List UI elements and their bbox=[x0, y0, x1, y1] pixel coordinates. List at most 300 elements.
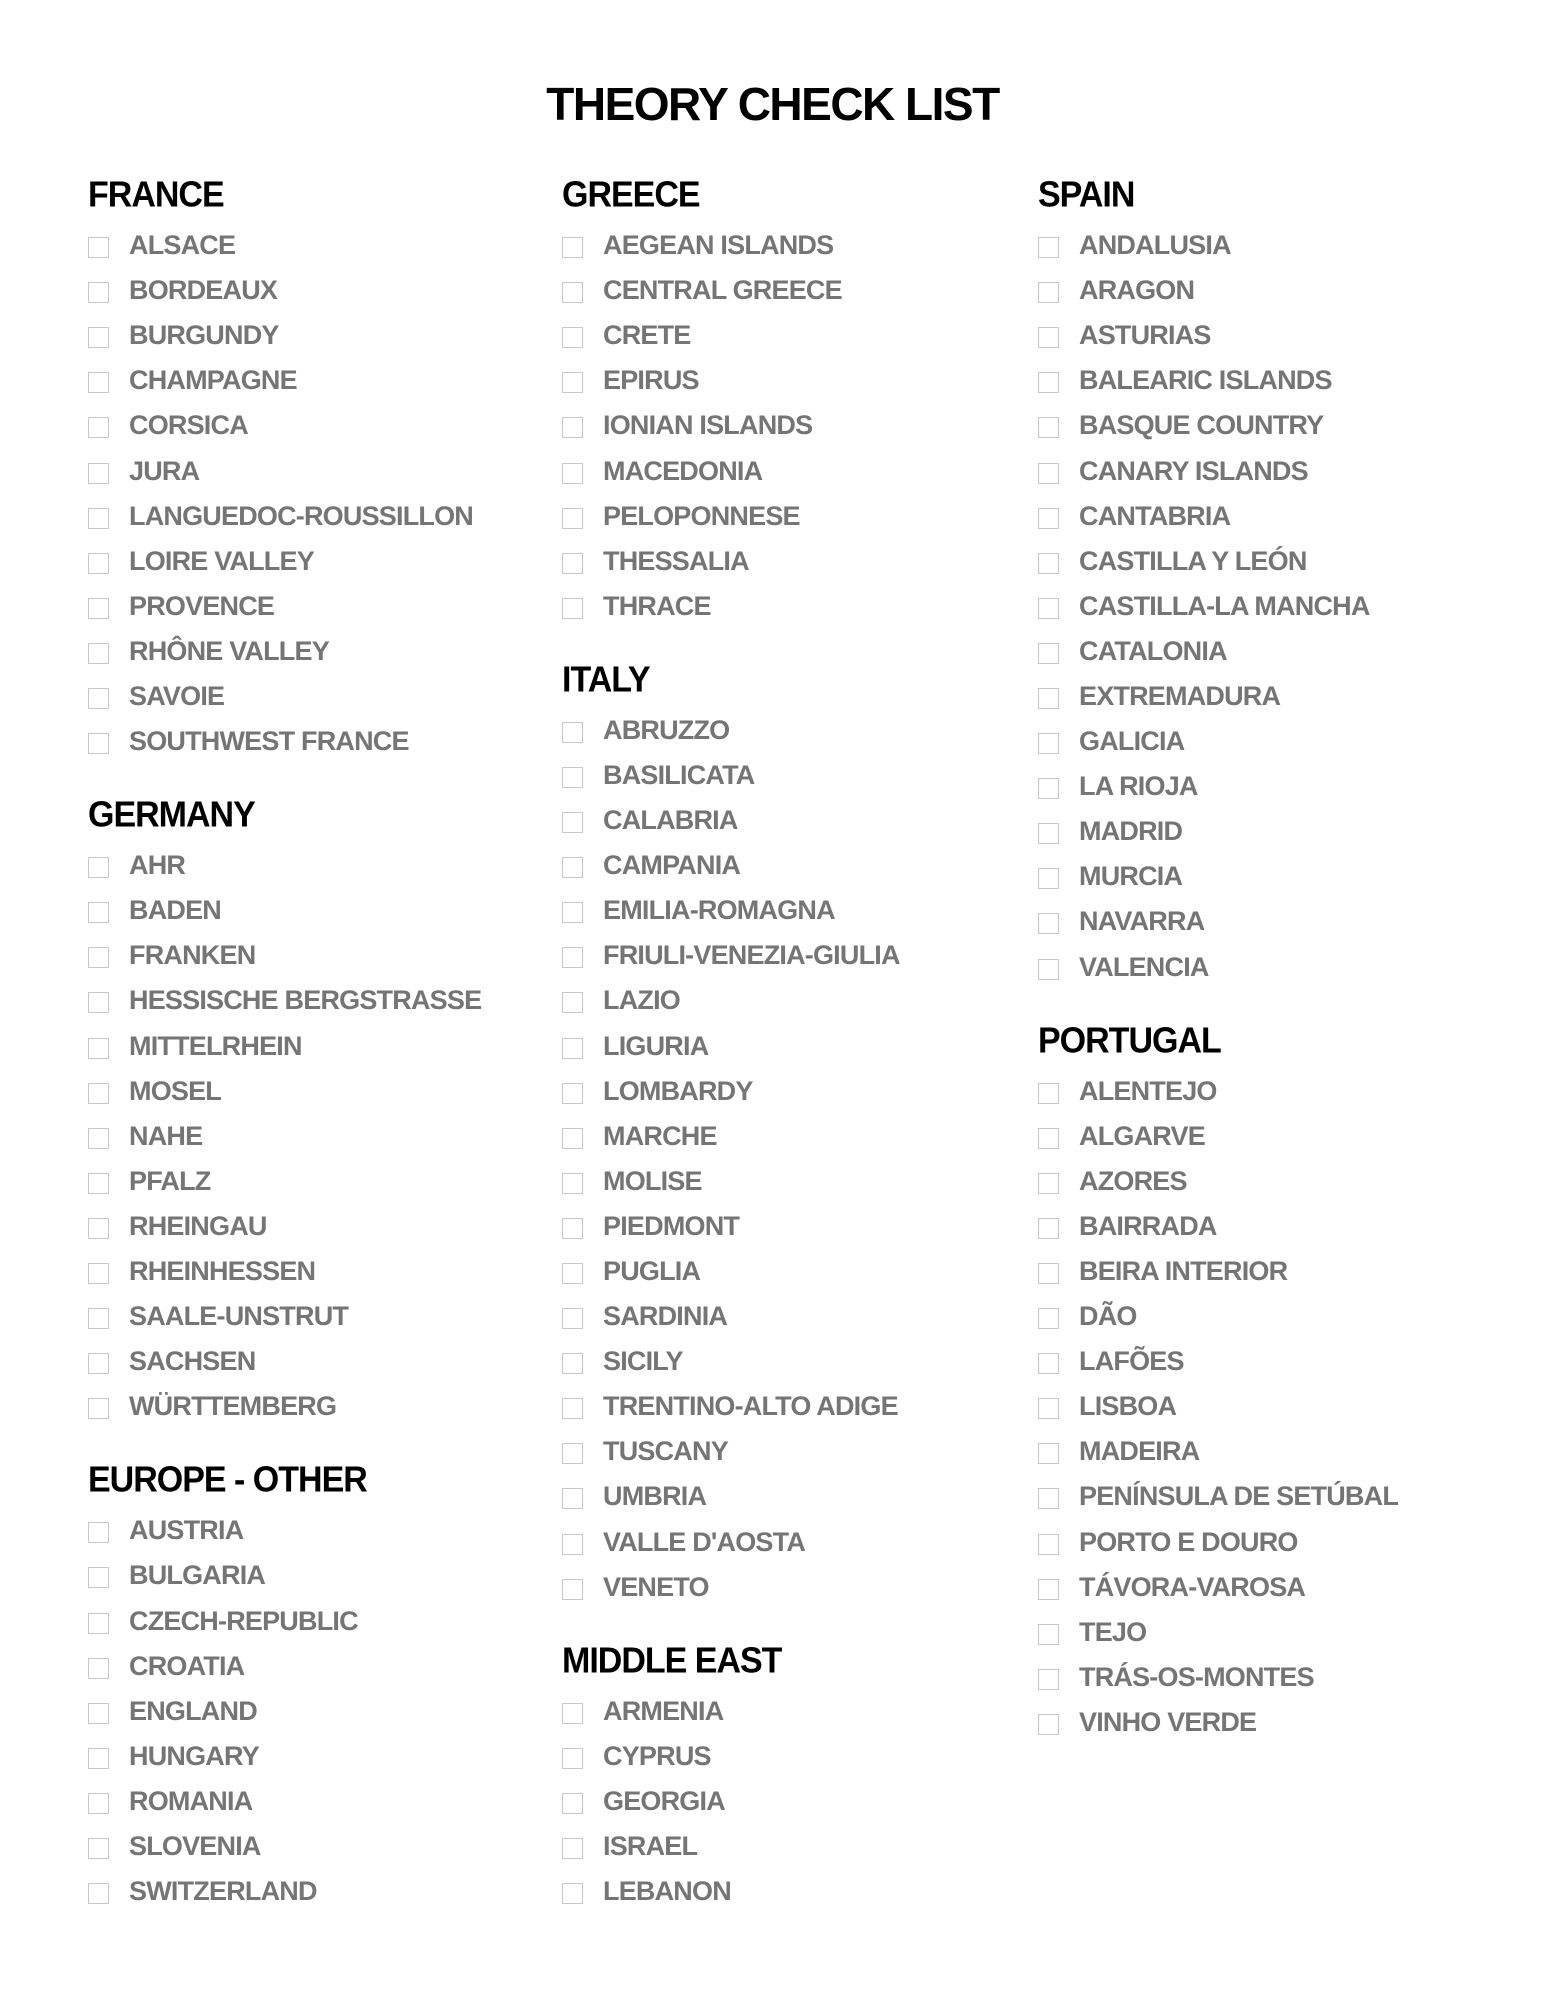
checklist-item bbox=[562, 708, 1022, 753]
checkbox-piedmont[interactable] bbox=[562, 1218, 583, 1239]
item-label: SAALE-UNSTRUT bbox=[129, 1301, 349, 1332]
item-label: AHR bbox=[129, 850, 186, 881]
checklist-item bbox=[88, 1553, 548, 1598]
item-label: PIEDMONT bbox=[603, 1210, 740, 1241]
item-label: RHEINHESSEN bbox=[129, 1256, 316, 1287]
item-label: SWITZERLAND bbox=[129, 1876, 317, 1907]
item-label: ALSACE bbox=[129, 230, 236, 261]
section-france bbox=[88, 172, 548, 764]
checkbox-lisboa[interactable] bbox=[1038, 1398, 1059, 1419]
item-label: ROMANIA bbox=[129, 1785, 253, 1816]
checkbox-puglia[interactable] bbox=[562, 1263, 583, 1284]
checkbox-alsace[interactable] bbox=[88, 237, 109, 258]
checkbox-beira-interior[interactable] bbox=[1038, 1263, 1059, 1284]
checklist-item bbox=[1038, 1610, 1498, 1655]
section-portugal bbox=[1038, 1018, 1498, 1745]
checkbox-basque-country[interactable] bbox=[1038, 417, 1059, 438]
checklist-item bbox=[88, 1294, 548, 1339]
checkbox-nahe[interactable] bbox=[88, 1128, 109, 1149]
checklist-item bbox=[562, 1474, 1022, 1519]
checkbox-switzerland[interactable] bbox=[88, 1883, 109, 1904]
checklist-item bbox=[88, 1024, 548, 1069]
checklist-item bbox=[1038, 494, 1498, 539]
item-label: VALLE D'AOSTA bbox=[603, 1526, 806, 1557]
checklist-item bbox=[1038, 1474, 1498, 1519]
item-label: ARMENIA bbox=[603, 1695, 724, 1726]
checkbox-thrace[interactable] bbox=[562, 598, 583, 619]
checklist-item bbox=[88, 1779, 548, 1824]
checkbox-sicily[interactable] bbox=[562, 1353, 583, 1374]
checklist-item bbox=[88, 1339, 548, 1384]
checkbox-champagne[interactable] bbox=[88, 372, 109, 393]
section-germany bbox=[88, 792, 548, 1429]
checklist-item bbox=[88, 1734, 548, 1779]
checklist-item bbox=[1038, 1429, 1498, 1474]
checklist-item bbox=[1038, 584, 1498, 629]
section-heading: PORTUGAL bbox=[1038, 1020, 1221, 1061]
checkbox-azores[interactable] bbox=[1038, 1173, 1059, 1194]
checkbox-mosel[interactable] bbox=[88, 1083, 109, 1104]
checklist-item bbox=[88, 1204, 548, 1249]
item-label: AZORES bbox=[1079, 1165, 1187, 1196]
item-label: CORSICA bbox=[129, 410, 248, 441]
checkbox-madeira[interactable] bbox=[1038, 1443, 1059, 1464]
checklist-item bbox=[562, 978, 1022, 1023]
checkbox-veneto[interactable] bbox=[562, 1579, 583, 1600]
checklist-item bbox=[562, 539, 1022, 584]
checkbox-england[interactable] bbox=[88, 1703, 109, 1724]
item-label: MADRID bbox=[1079, 816, 1183, 847]
checkbox-central-greece[interactable] bbox=[562, 282, 583, 303]
checklist-item bbox=[1038, 629, 1498, 674]
checkbox-algarve[interactable] bbox=[1038, 1128, 1059, 1149]
checkbox-galicia[interactable] bbox=[1038, 733, 1059, 754]
checkbox-canary-islands[interactable] bbox=[1038, 463, 1059, 484]
checklist-item bbox=[562, 313, 1022, 358]
checklist-item bbox=[1038, 1294, 1498, 1339]
item-label: PFALZ bbox=[129, 1165, 211, 1196]
checkbox-castilla-la-mancha[interactable] bbox=[1038, 598, 1059, 619]
checklist-item bbox=[562, 1779, 1022, 1824]
checklist-item bbox=[88, 494, 548, 539]
item-label: PUGLIA bbox=[603, 1256, 701, 1287]
checklist-item bbox=[562, 1429, 1022, 1474]
checklist-item bbox=[88, 933, 548, 978]
checklist-item bbox=[88, 223, 548, 268]
checklist-item bbox=[1038, 945, 1498, 990]
checkbox-bairrada[interactable] bbox=[1038, 1218, 1059, 1239]
item-label: CASTILLA Y LEÓN bbox=[1079, 545, 1307, 576]
checkbox-andalusia[interactable] bbox=[1038, 237, 1059, 258]
item-label: TÁVORA-VAROSA bbox=[1079, 1571, 1306, 1602]
checklist-item bbox=[562, 1159, 1022, 1204]
checkbox-basilicata[interactable] bbox=[562, 767, 583, 788]
section-heading: GERMANY bbox=[88, 795, 255, 836]
checklist-item bbox=[88, 1114, 548, 1159]
item-label: GEORGIA bbox=[603, 1785, 725, 1816]
checkbox-southwest-france[interactable] bbox=[88, 733, 109, 754]
checklist-item bbox=[88, 268, 548, 313]
checkbox-madrid[interactable] bbox=[1038, 823, 1059, 844]
item-label: MADEIRA bbox=[1079, 1436, 1200, 1467]
checkbox-peloponnese[interactable] bbox=[562, 508, 583, 529]
item-label: LOMBARDY bbox=[603, 1075, 753, 1106]
item-label: TRENTINO-ALTO ADIGE bbox=[603, 1391, 898, 1422]
checklist-item bbox=[562, 1069, 1022, 1114]
checkbox-friuli-venezia-giulia[interactable] bbox=[562, 947, 583, 968]
item-label: CYPRUS bbox=[603, 1740, 711, 1771]
checklist-item bbox=[1038, 223, 1498, 268]
checkbox-bulgaria[interactable] bbox=[88, 1567, 109, 1588]
checkbox-tuscany[interactable] bbox=[562, 1443, 583, 1464]
checkbox-franken[interactable] bbox=[88, 947, 109, 968]
checklist-item bbox=[1038, 1249, 1498, 1294]
item-label: CANARY ISLANDS bbox=[1079, 455, 1308, 486]
checkbox-porto-e-douro[interactable] bbox=[1038, 1534, 1059, 1555]
checklist-item bbox=[88, 1644, 548, 1689]
section-spain bbox=[1038, 172, 1498, 990]
item-label: SICILY bbox=[603, 1346, 683, 1377]
checkbox-emilia-romagna[interactable] bbox=[562, 902, 583, 923]
item-label: MOSEL bbox=[129, 1075, 222, 1106]
item-label: GALICIA bbox=[1079, 726, 1185, 757]
item-label: ARAGON bbox=[1079, 275, 1195, 306]
checkbox-castilla-y-leon[interactable] bbox=[1038, 553, 1059, 574]
item-label: CATALONIA bbox=[1079, 635, 1227, 666]
item-label: BORDEAUX bbox=[129, 275, 278, 306]
checkbox-abruzzo[interactable] bbox=[562, 722, 583, 743]
item-label: CROATIA bbox=[129, 1650, 245, 1681]
checkbox-rheinhessen[interactable] bbox=[88, 1263, 109, 1284]
checkbox-sardinia[interactable] bbox=[562, 1308, 583, 1329]
checkbox-ionian-islands[interactable] bbox=[562, 417, 583, 438]
item-label: TRÁS-OS-MONTES bbox=[1079, 1661, 1314, 1692]
checklist-item bbox=[88, 1508, 548, 1553]
checklist-item bbox=[1038, 1520, 1498, 1565]
checklist-item bbox=[1038, 1700, 1498, 1745]
checklist-item bbox=[562, 403, 1022, 448]
checkbox-extremadura[interactable] bbox=[1038, 688, 1059, 709]
item-label: LIGURIA bbox=[603, 1030, 709, 1061]
checkbox-peninsula-de-setubal[interactable] bbox=[1038, 1488, 1059, 1509]
checkbox-molise[interactable] bbox=[562, 1173, 583, 1194]
checklist-item bbox=[88, 1249, 548, 1294]
section-heading: MIDDLE EAST bbox=[562, 1640, 782, 1681]
checkbox-balearic-islands[interactable] bbox=[1038, 372, 1059, 393]
checklist-item bbox=[88, 584, 548, 629]
checklist-item bbox=[88, 1159, 548, 1204]
section-heading: ITALY bbox=[562, 659, 650, 700]
checkbox-pfalz[interactable] bbox=[88, 1173, 109, 1194]
checklist-item bbox=[1038, 1655, 1498, 1700]
item-label: BEIRA INTERIOR bbox=[1079, 1256, 1288, 1287]
checklist-item bbox=[88, 539, 548, 584]
checkbox-asturias[interactable] bbox=[1038, 327, 1059, 348]
item-label: AEGEAN ISLANDS bbox=[603, 230, 834, 261]
checklist-item bbox=[562, 1869, 1022, 1914]
checklist-item bbox=[1038, 1114, 1498, 1159]
checkbox-valle-d-aosta[interactable] bbox=[562, 1534, 583, 1555]
item-label: BAIRRADA bbox=[1079, 1210, 1217, 1241]
item-label: BALEARIC ISLANDS bbox=[1079, 365, 1332, 396]
checkbox-epirus[interactable] bbox=[562, 372, 583, 393]
item-label: ENGLAND bbox=[129, 1695, 257, 1726]
checklist-item bbox=[562, 1689, 1022, 1734]
item-label: EMILIA-ROMAGNA bbox=[603, 895, 835, 926]
item-label: SAVOIE bbox=[129, 680, 225, 711]
checkbox-lombardy[interactable] bbox=[562, 1083, 583, 1104]
item-label: SACHSEN bbox=[129, 1346, 256, 1377]
checklist-item bbox=[1038, 719, 1498, 764]
item-label: LAFÕES bbox=[1079, 1346, 1184, 1377]
checkbox-croatia[interactable] bbox=[88, 1658, 109, 1679]
checkbox-hessische-bergstrasse[interactable] bbox=[88, 992, 109, 1013]
checklist-item bbox=[562, 1734, 1022, 1779]
item-label: CENTRAL GREECE bbox=[603, 275, 842, 306]
checkbox-umbria[interactable] bbox=[562, 1488, 583, 1509]
section-heading: GREECE bbox=[562, 175, 700, 215]
checkbox-hungary[interactable] bbox=[88, 1748, 109, 1769]
item-label: SOUTHWEST FRANCE bbox=[129, 726, 409, 757]
item-label: LISBOA bbox=[1079, 1391, 1177, 1422]
checklist-item bbox=[88, 719, 548, 764]
checklist-item bbox=[562, 1294, 1022, 1339]
checklist-item bbox=[88, 1824, 548, 1869]
item-label: RHEINGAU bbox=[129, 1210, 267, 1241]
item-label: MACEDONIA bbox=[603, 455, 763, 486]
item-label: DÃO bbox=[1079, 1301, 1137, 1332]
checkbox-valencia[interactable] bbox=[1038, 959, 1059, 980]
checkbox-bordeaux[interactable] bbox=[88, 282, 109, 303]
checklist-item bbox=[1038, 358, 1498, 403]
checkbox-loire-valley[interactable] bbox=[88, 553, 109, 574]
checkbox-liguria[interactable] bbox=[562, 1038, 583, 1059]
checkbox-rheingau[interactable] bbox=[88, 1218, 109, 1239]
checkbox-corsica[interactable] bbox=[88, 417, 109, 438]
checkbox-lebanon[interactable] bbox=[562, 1883, 583, 1904]
checklist-item bbox=[1038, 764, 1498, 809]
checklist-item bbox=[88, 358, 548, 403]
item-label: SARDINIA bbox=[603, 1301, 728, 1332]
checkbox-tavora-varosa[interactable] bbox=[1038, 1579, 1059, 1600]
checkbox-provence[interactable] bbox=[88, 598, 109, 619]
section-italy bbox=[562, 657, 1022, 1610]
column-1 bbox=[88, 172, 548, 1942]
checkbox-savoie[interactable] bbox=[88, 688, 109, 709]
checkbox-aegean-islands[interactable] bbox=[562, 237, 583, 258]
item-label: PORTO E DOURO bbox=[1079, 1526, 1298, 1557]
checkbox-dao[interactable] bbox=[1038, 1308, 1059, 1329]
item-label: CANTABRIA bbox=[1079, 500, 1231, 531]
item-label: IONIAN ISLANDS bbox=[603, 410, 813, 441]
checkbox-crete[interactable] bbox=[562, 327, 583, 348]
item-label: PELOPONNESE bbox=[603, 500, 800, 531]
checkbox-wurttemberg[interactable] bbox=[88, 1398, 109, 1419]
checkbox-macedonia[interactable] bbox=[562, 463, 583, 484]
checklist-item bbox=[562, 448, 1022, 493]
checkbox-languedoc-roussillon[interactable] bbox=[88, 508, 109, 529]
checkbox-mittelrhein[interactable] bbox=[88, 1038, 109, 1059]
item-label: LOIRE VALLEY bbox=[129, 545, 314, 576]
checklist-item bbox=[88, 1069, 548, 1114]
checklist-item bbox=[1038, 854, 1498, 899]
checklist-item bbox=[1038, 268, 1498, 313]
section-middle-east bbox=[562, 1638, 1022, 1914]
checkbox-alentejo[interactable] bbox=[1038, 1083, 1059, 1104]
item-label: ASTURIAS bbox=[1079, 320, 1211, 351]
checkbox-lazio[interactable] bbox=[562, 992, 583, 1013]
item-label: CALABRIA bbox=[603, 805, 738, 836]
item-label: MURCIA bbox=[1079, 861, 1183, 892]
checklist-item bbox=[1038, 1339, 1498, 1384]
item-label: THESSALIA bbox=[603, 545, 749, 576]
section-heading: EUROPE - OTHER bbox=[88, 1460, 367, 1501]
checkbox-aragon[interactable] bbox=[1038, 282, 1059, 303]
item-label: MOLISE bbox=[603, 1165, 702, 1196]
checklist-item bbox=[562, 268, 1022, 313]
checkbox-murcia[interactable] bbox=[1038, 868, 1059, 889]
checklist-item bbox=[562, 1384, 1022, 1429]
checklist-item bbox=[562, 843, 1022, 888]
checkbox-jura[interactable] bbox=[88, 463, 109, 484]
checkbox-thessalia[interactable] bbox=[562, 553, 583, 574]
checklist-item bbox=[562, 584, 1022, 629]
item-label: NAVARRA bbox=[1079, 906, 1205, 937]
item-label: HUNGARY bbox=[129, 1740, 259, 1771]
item-label: SLOVENIA bbox=[129, 1831, 261, 1862]
checkbox-campania[interactable] bbox=[562, 857, 583, 878]
checkbox-romania[interactable] bbox=[88, 1793, 109, 1814]
item-label: EXTREMADURA bbox=[1079, 680, 1281, 711]
item-label: ABRUZZO bbox=[603, 714, 730, 745]
checkbox-la-rioja[interactable] bbox=[1038, 778, 1059, 799]
checkbox-marche[interactable] bbox=[562, 1128, 583, 1149]
item-label: ALGARVE bbox=[1079, 1120, 1205, 1151]
checkbox-slovenia[interactable] bbox=[88, 1838, 109, 1859]
checklist-item bbox=[1038, 448, 1498, 493]
item-label: CRETE bbox=[603, 320, 691, 351]
checklist-item bbox=[1038, 313, 1498, 358]
checkbox-armenia[interactable] bbox=[562, 1703, 583, 1724]
item-label: CAMPANIA bbox=[603, 850, 741, 881]
item-label: TEJO bbox=[1079, 1616, 1147, 1647]
item-label: AUSTRIA bbox=[129, 1515, 244, 1546]
item-label: CHAMPAGNE bbox=[129, 365, 297, 396]
checklist-item bbox=[88, 448, 548, 493]
checkbox-cyprus[interactable] bbox=[562, 1748, 583, 1769]
item-label: NAHE bbox=[129, 1120, 203, 1151]
column-3 bbox=[1038, 172, 1498, 1773]
checklist-item bbox=[1038, 1069, 1498, 1114]
checkbox-czech-republic[interactable] bbox=[88, 1613, 109, 1634]
section-heading: SPAIN bbox=[1038, 175, 1135, 215]
checkbox-tras-os-montes[interactable] bbox=[1038, 1669, 1059, 1690]
checkbox-trentino-alto-adige[interactable] bbox=[562, 1398, 583, 1419]
item-label: BASILICATA bbox=[603, 759, 755, 790]
checklist-item bbox=[88, 978, 548, 1023]
item-label: EPIRUS bbox=[603, 365, 699, 396]
checkbox-saale-unstrut[interactable] bbox=[88, 1308, 109, 1329]
checklist-item bbox=[1038, 1384, 1498, 1429]
item-label: JURA bbox=[129, 455, 200, 486]
checklist-item bbox=[88, 1689, 548, 1734]
item-label: WÜRTTEMBERG bbox=[129, 1391, 337, 1422]
item-label: BULGARIA bbox=[129, 1560, 266, 1591]
checklist-item bbox=[562, 1565, 1022, 1610]
page-title: THEORY CHECK LIST bbox=[546, 78, 999, 130]
checkbox-sachsen[interactable] bbox=[88, 1353, 109, 1374]
checklist-item bbox=[562, 1824, 1022, 1869]
checkbox-cantabria[interactable] bbox=[1038, 508, 1059, 529]
item-label: PROVENCE bbox=[129, 590, 275, 621]
checkbox-calabria[interactable] bbox=[562, 812, 583, 833]
checklist-item bbox=[562, 1249, 1022, 1294]
item-label: MITTELRHEIN bbox=[129, 1030, 302, 1061]
checklist-item bbox=[562, 933, 1022, 978]
checkbox-tejo[interactable] bbox=[1038, 1624, 1059, 1645]
column-2 bbox=[562, 172, 1022, 1942]
item-label: CZECH-REPUBLIC bbox=[129, 1605, 358, 1636]
checkbox-burgundy[interactable] bbox=[88, 327, 109, 348]
item-label: VENETO bbox=[603, 1571, 709, 1602]
checklist-item bbox=[562, 798, 1022, 843]
checkbox-ahr[interactable] bbox=[88, 857, 109, 878]
item-label: LEBANON bbox=[603, 1876, 731, 1907]
checklist-item bbox=[1038, 674, 1498, 719]
item-label: ISRAEL bbox=[603, 1831, 698, 1862]
checkbox-navarra[interactable] bbox=[1038, 913, 1059, 934]
item-label: LA RIOJA bbox=[1079, 771, 1198, 802]
checkbox-baden[interactable] bbox=[88, 902, 109, 923]
item-label: BASQUE COUNTRY bbox=[1079, 410, 1324, 441]
checklist-item bbox=[562, 888, 1022, 933]
checkbox-israel[interactable] bbox=[562, 1838, 583, 1859]
item-label: VINHO VERDE bbox=[1079, 1706, 1257, 1737]
checklist-item bbox=[88, 629, 548, 674]
checklist-item bbox=[88, 674, 548, 719]
checklist-item bbox=[562, 223, 1022, 268]
checklist-item bbox=[88, 313, 548, 358]
item-label: ANDALUSIA bbox=[1079, 230, 1231, 261]
checkbox-lafoes[interactable] bbox=[1038, 1353, 1059, 1374]
item-label: MARCHE bbox=[603, 1120, 717, 1151]
item-label: ALENTEJO bbox=[1079, 1075, 1217, 1106]
checkbox-georgia[interactable] bbox=[562, 1793, 583, 1814]
section-greece bbox=[562, 172, 1022, 629]
checklist-item bbox=[562, 1024, 1022, 1069]
checkbox-austria[interactable] bbox=[88, 1522, 109, 1543]
checkbox-catalonia[interactable] bbox=[1038, 643, 1059, 664]
checklist-item bbox=[1038, 1159, 1498, 1204]
checkbox-vinho-verde[interactable] bbox=[1038, 1714, 1059, 1735]
checklist-item bbox=[1038, 809, 1498, 854]
checklist-item bbox=[1038, 403, 1498, 448]
item-label: LANGUEDOC-ROUSSILLON bbox=[129, 500, 473, 531]
checklist-item bbox=[1038, 1565, 1498, 1610]
checklist-item bbox=[562, 1114, 1022, 1159]
checklist-item bbox=[88, 1869, 548, 1914]
checkbox-rhone-valley[interactable] bbox=[88, 643, 109, 664]
checklist-item bbox=[88, 403, 548, 448]
item-label: HESSISCHE BERGSTRASSE bbox=[129, 985, 482, 1016]
item-label: FRIULI-VENEZIA-GIULIA bbox=[603, 940, 900, 971]
checklist-item bbox=[562, 753, 1022, 798]
checklist-item bbox=[88, 888, 548, 933]
item-label: VALENCIA bbox=[1079, 951, 1209, 982]
checklist-item bbox=[88, 1384, 548, 1429]
item-label: THRACE bbox=[603, 590, 711, 621]
checklist-item bbox=[88, 1599, 548, 1644]
